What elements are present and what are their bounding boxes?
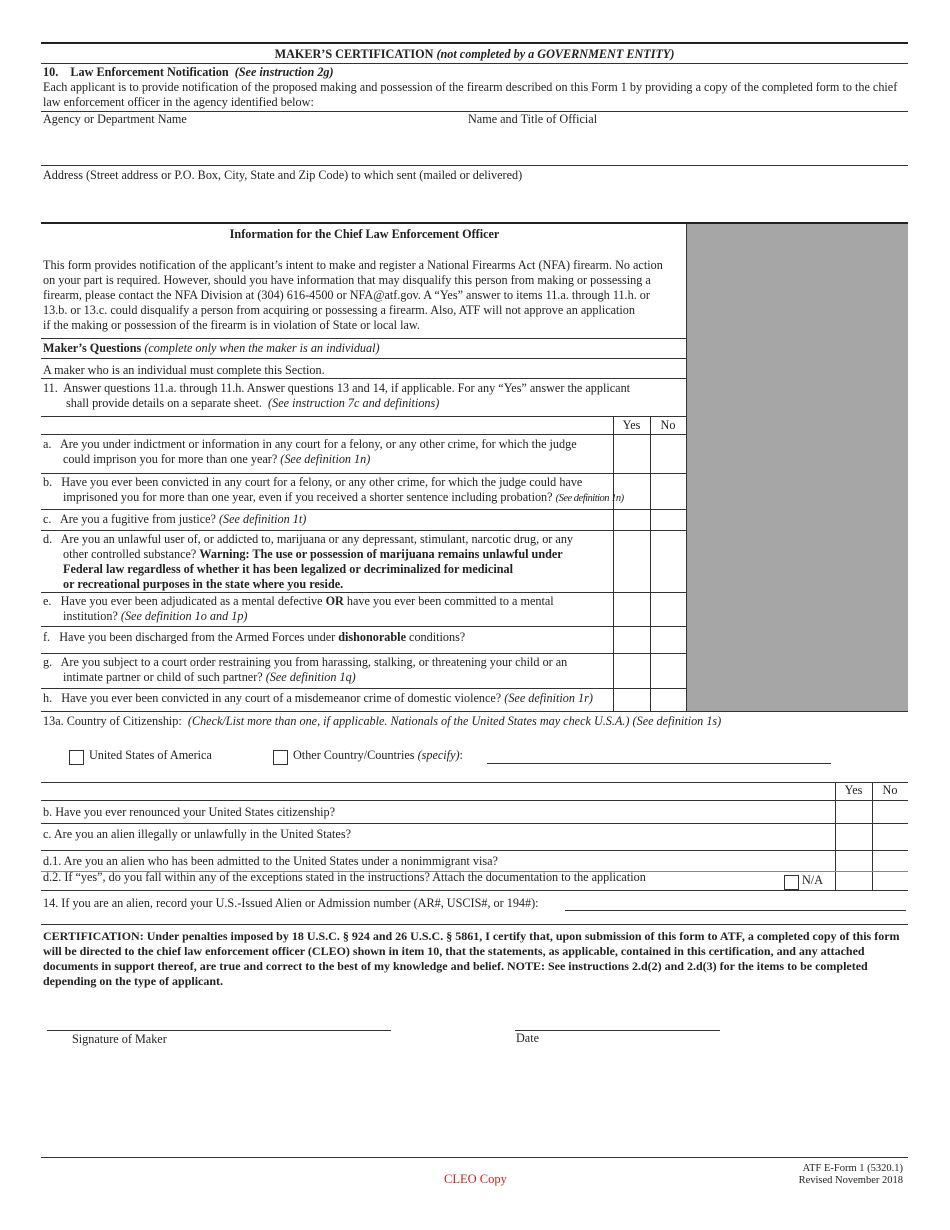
- q11c-yes-cell[interactable]: [614, 510, 650, 530]
- q-text-2: intimate partner or child of such partner?: [63, 670, 263, 684]
- question-11d: [43, 532, 573, 592]
- date-label: Date: [516, 1031, 540, 1045]
- q11g-yes-cell[interactable]: [614, 654, 650, 688]
- usa-checkbox[interactable]: [69, 750, 84, 765]
- makers-questions-note: (complete only when the maker is an individual): [144, 341, 380, 355]
- q-text-b: have you ever been committed to a mental: [346, 594, 554, 608]
- q11h-yes-cell[interactable]: [614, 689, 650, 711]
- other-country-input[interactable]: [487, 748, 831, 764]
- q11-text: Answer questions 11.a. through 11.h. Answer questions 13 and 14, if applicable. For any “Yes” answer the applicant: [63, 381, 631, 395]
- rule: [41, 509, 686, 510]
- cleo-info-line-1: This form provides notification of the applicant’s intent to make and register a National Firearms Act (NFA) firearm. No action: [43, 258, 663, 272]
- q-def: (See definition 1t): [219, 512, 307, 526]
- agency-input[interactable]: [43, 128, 463, 162]
- q-letter: b.: [43, 475, 53, 489]
- cleo-info-title: Information for the Chief Law Enforcement Officer: [229, 227, 500, 241]
- q-letter: c.: [43, 512, 52, 526]
- q13d2-no-cell[interactable]: [873, 872, 908, 890]
- q-def: (See definition 1n): [280, 452, 371, 466]
- signature-line[interactable]: [47, 1012, 391, 1031]
- rule: [41, 63, 908, 64]
- section-title-note: (not completed by a GOVERNMENT ENTITY): [436, 47, 675, 61]
- rule: [41, 165, 908, 166]
- rule: [41, 688, 686, 689]
- rule: [41, 378, 686, 379]
- item10-text: Each applicant is to provide notification of the proposed making and possession of the firearm described on this Form 1 by providing a copy of the completed form to the chief law enforcement officer in the agency identified below:: [43, 80, 898, 109]
- q13c-no-cell[interactable]: [873, 824, 908, 850]
- makers-questions-heading: [43, 341, 380, 356]
- q13c-text: c. Are you an alien illegally or unlawfully in the United States?: [43, 827, 351, 841]
- q11-note: (See instruction 7c and definitions): [268, 396, 440, 410]
- q13d1-text: d.1. Are you an alien who has been admitted to the United States under a nonimmigrant visa?: [43, 854, 498, 868]
- q11e-yes-cell[interactable]: [614, 593, 650, 626]
- no-header: No: [660, 418, 676, 432]
- rule: [41, 653, 686, 654]
- item10-title: Law Enforcement Notification: [70, 65, 229, 79]
- question-11b: [43, 475, 624, 506]
- na-checkbox[interactable]: [784, 875, 799, 890]
- q-letter: g.: [43, 655, 53, 669]
- q-bold: dishonorable: [338, 630, 406, 644]
- q13b-yes-cell[interactable]: [836, 801, 872, 823]
- cleo-info-line-4: 13.b. or 13.c. could disqualify a person from acquiring or possessing a firearm. Also, ATF will not approve an application: [43, 303, 635, 317]
- rule: [41, 416, 686, 417]
- q11f-yes-cell[interactable]: [614, 627, 650, 653]
- q-warning-3: or recreational purposes in the state where you reside.: [63, 577, 344, 591]
- q-def: (See definition 1o and 1p): [120, 609, 248, 623]
- grey-panel: [687, 224, 908, 712]
- question-11f: [43, 630, 465, 645]
- q13a-label: 13a. Country of Citizenship:: [43, 714, 182, 728]
- q13a-heading: [43, 714, 721, 729]
- q13d1-yes-cell[interactable]: [836, 851, 872, 871]
- q-def: (See definition 1r): [504, 691, 593, 705]
- q-letter: e.: [43, 594, 52, 608]
- signature-label: Signature of Maker: [72, 1032, 167, 1046]
- q-letter: d.: [43, 532, 53, 546]
- q13d2-text: d.2. If “yes”, do you fall within any of the exceptions stated in the instructions? Attach the documentation to the application: [43, 870, 646, 884]
- other-country-colon: :: [459, 748, 463, 762]
- q11d-yes-cell[interactable]: [614, 531, 650, 592]
- q-letter: h.: [43, 691, 53, 705]
- address-input[interactable]: [43, 185, 908, 219]
- usa-label: United States of America: [89, 748, 212, 762]
- question-11g: [43, 655, 567, 685]
- q13d1-no-cell[interactable]: [873, 851, 908, 871]
- q-def: (See definition 1q): [265, 670, 356, 684]
- must-complete-text: A maker who is an individual must complete this Section.: [43, 363, 325, 377]
- q11-text-2: shall provide details on a separate sheet.: [66, 396, 262, 410]
- other-country-note: (specify): [417, 748, 460, 762]
- q-letter: a.: [43, 437, 52, 451]
- rule: [41, 358, 686, 359]
- form-revised: Revised November 2018: [798, 1175, 903, 1186]
- footer-rule: [41, 1157, 908, 1158]
- q11b-no-cell[interactable]: [651, 474, 686, 509]
- q-text: Have you been discharged from the Armed Forces under: [59, 630, 336, 644]
- form-id-block: [700, 1163, 903, 1187]
- q11g-no-cell[interactable]: [651, 654, 686, 688]
- rule: [41, 338, 686, 339]
- na-label: N/A: [802, 873, 823, 887]
- q-warning: Warning: The use or possession of marijuana remains unlawful under: [199, 547, 563, 561]
- item10-heading: [43, 65, 334, 80]
- yes-header-2: Yes: [844, 783, 863, 797]
- section-title: [41, 47, 908, 62]
- other-country-checkbox[interactable]: [273, 750, 288, 765]
- q-text-2: could imprison you for more than one year?: [63, 452, 278, 466]
- no-header-2: No: [882, 783, 898, 797]
- q11e-no-cell[interactable]: [651, 593, 686, 626]
- question-11h: [43, 691, 593, 706]
- q11c-no-cell[interactable]: [651, 510, 686, 530]
- q13b-no-cell[interactable]: [873, 801, 908, 823]
- rule: [41, 434, 686, 435]
- q-text-2: other controlled substance?: [63, 547, 197, 561]
- official-input[interactable]: [468, 128, 908, 162]
- q-text: Have you ever been convicted in any court of a misdemeanor crime of domestic violence?: [61, 691, 502, 705]
- panel-border: [686, 224, 687, 712]
- rule: [41, 800, 908, 801]
- yes-header: Yes: [622, 418, 641, 432]
- rule: [41, 592, 686, 593]
- q11-line-2: [66, 396, 439, 411]
- rule: [41, 626, 686, 627]
- rule: [41, 711, 908, 712]
- q11b-yes-cell[interactable]: [614, 474, 650, 509]
- rule: [41, 850, 908, 851]
- q-text: Are you under indictment or information in any court for a felony, or any other crime, for which the judge: [59, 437, 577, 451]
- q-text-b: conditions?: [409, 630, 466, 644]
- cleo-info-line-3: firearm, please contact the NFA Division at (304) 616-4500 or NFA@atf.gov. A “Yes” answer to items 11.a. through 11.h. or: [43, 288, 650, 302]
- cleo-info-line-5: if the making or possession of the firearm is in violation of State or local law.: [43, 318, 420, 332]
- rule: [41, 782, 908, 783]
- q14-text: 14. If you are an alien, record your U.S.-Issued Alien or Admission number (AR#, USCIS#, or 194#):: [43, 896, 539, 910]
- q13d2-yes-cell[interactable]: [836, 872, 872, 890]
- q-warning-2: Federal law regardless of whether it has been legalized or decriminalized for medicinal: [63, 562, 513, 576]
- q11a-no-cell[interactable]: [651, 435, 686, 473]
- rule: [41, 924, 908, 925]
- q13c-yes-cell[interactable]: [836, 824, 872, 850]
- form-id: ATF E-Form 1 (5320.1): [802, 1163, 903, 1174]
- top-rule: [41, 42, 908, 44]
- q-text: Have you ever been convicted in any court for a felony, or any other crime, for which the judge could have: [61, 475, 583, 489]
- rule: [41, 823, 908, 824]
- rule: [41, 890, 908, 891]
- q-text-2: institution?: [63, 609, 118, 623]
- q-text: Have you ever been adjudicated as a mental defective: [60, 594, 323, 608]
- other-country-text: Other Country/Countries: [293, 748, 415, 762]
- item10-note: (See instruction 2g): [234, 65, 334, 79]
- rule: [41, 530, 686, 531]
- alien-number-input[interactable]: [565, 896, 906, 911]
- q11a-yes-cell[interactable]: [614, 435, 650, 473]
- q11h-no-cell[interactable]: [651, 689, 686, 711]
- agency-label: Agency or Department Name: [43, 112, 187, 126]
- certification-text: CERTIFICATION: Under penalties imposed by 18 U.S.C. § 924 and 26 U.S.C. § 5861, I certify that, upon submission of this form to ATF, a completed copy of this form will be directed to the chief law enforcement officer (CLEO) shown in item 10, that the statements, as applicable, contained in this certification, and any attached documents in support thereof, are true and correct to the best of my knowledge and belief. NOTE: See instructions 2.d(2) and 2.d(3) for the items to be completed depending on the type of applicant.: [43, 929, 900, 988]
- q13b-text: b. Have you ever renounced your United States citizenship?: [43, 805, 336, 819]
- cleo-copy-label: CLEO Copy: [444, 1172, 507, 1186]
- q11-number: 11.: [43, 381, 58, 395]
- other-country-label: [293, 748, 463, 763]
- q-text: Are you a fugitive from justice?: [59, 512, 216, 526]
- q13a-note: (Check/List more than one, if applicable. Nationals of the United States may check U.S.A.) (See definition 1s): [187, 714, 722, 728]
- q11f-no-cell[interactable]: [651, 627, 686, 653]
- item10-number: 10.: [43, 65, 59, 79]
- question-11a: [43, 437, 577, 467]
- q-letter: f.: [43, 630, 51, 644]
- question-11e: [43, 594, 554, 624]
- official-label: Name and Title of Official: [468, 112, 598, 126]
- question-11c: [43, 512, 306, 527]
- q11d-no-cell[interactable]: [651, 531, 686, 592]
- q11-line-1: [43, 381, 630, 396]
- date-line[interactable]: [515, 1012, 720, 1031]
- cleo-info-line-2: on your part is required. However, should you have information that may disqualify this person from making or possessing a: [43, 273, 651, 287]
- address-label: Address (Street address or P.O. Box, City, State and Zip Code) to which sent (mailed or delivered): [43, 168, 523, 182]
- makers-questions-title: Maker’s Questions: [43, 341, 142, 355]
- rule: [41, 473, 686, 474]
- q-or: OR: [325, 594, 344, 608]
- q-text: Are you subject to a court order restraining you from harassing, stalking, or threatening your child or an: [60, 655, 568, 669]
- q-text: Are you an unlawful user of, or addicted to, marijuana or any depressant, stimulant, narcotic drug, or any: [60, 532, 574, 546]
- q-def: (See definition 1n): [555, 493, 624, 504]
- q-text-2: imprisoned you for more than one year, even if you received a shorter sentence including probation?: [63, 490, 553, 504]
- section-title-text: MAKER’S CERTIFICATION: [274, 47, 434, 61]
